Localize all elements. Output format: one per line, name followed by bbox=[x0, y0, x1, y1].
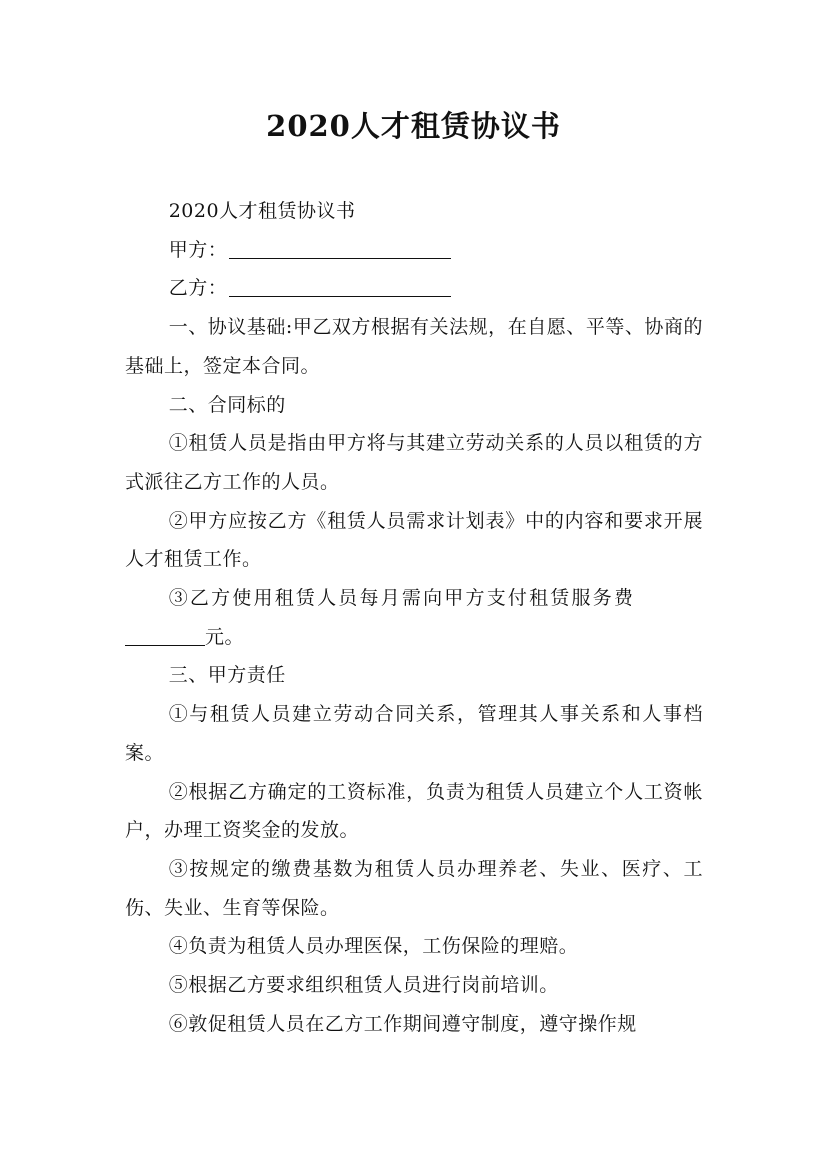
document-body bbox=[125, 192, 703, 1043]
clause-2-3: ③乙方使用租赁人员每月需向甲方支付租赁服务费 bbox=[168, 587, 636, 610]
clause-3-4: ④负责为租赁人员办理医保，工伤保险的理赔。 bbox=[168, 935, 579, 958]
clause-3-5: ⑤根据乙方要求组织租赁人员进行岗前培训。 bbox=[168, 974, 559, 997]
fee-unit: 元。 bbox=[205, 625, 245, 648]
clause-3-1: ①与租赁人员建立劳动合同关系，管理其人事关系和人事档案。 bbox=[125, 703, 703, 764]
section-2-heading: 二、合同标的 bbox=[168, 393, 286, 416]
clause-2-2: ②甲方应按乙方《租赁人员需求计划表》中的内容和要求开展人才租赁工作。 bbox=[125, 509, 703, 571]
party-b-line bbox=[125, 269, 703, 308]
clause-3-6: ⑥敦促租赁人员在乙方工作期间遵守制度，遵守操作规 bbox=[168, 1012, 637, 1035]
subtitle-paragraph: 2020人才租赁协议书 bbox=[168, 200, 356, 222]
section-3-heading: 三、甲方责任 bbox=[168, 664, 286, 687]
clause-3-3: ③按规定的缴费基数为租赁人员办理养老、失业、医疗、工伤、失业、生育等保险。 bbox=[125, 857, 703, 919]
party-a-label: 甲方： bbox=[168, 238, 228, 261]
section-1-paragraph: 一、协议基础:甲乙双方根据有关法规，在自愿、平等、协商的基础上，签定本合同。 bbox=[125, 316, 703, 377]
document-title: 2020人才租赁协议书 bbox=[266, 109, 561, 143]
clause-2-3-amount-line bbox=[125, 618, 703, 657]
party-a-line bbox=[125, 231, 703, 270]
party-a-blank bbox=[229, 240, 451, 259]
clause-2-1: ①租赁人员是指由甲方将与其建立劳动关系的人员以租赁的方式派往乙方工作的人员。 bbox=[125, 432, 703, 493]
party-b-label: 乙方： bbox=[168, 277, 228, 300]
clause-3-2: ②根据乙方确定的工资标准，负责为租赁人员建立个人工资帐户，办理工资奖金的发放。 bbox=[125, 780, 703, 842]
party-b-blank bbox=[229, 278, 451, 297]
fee-amount-blank bbox=[125, 627, 205, 646]
